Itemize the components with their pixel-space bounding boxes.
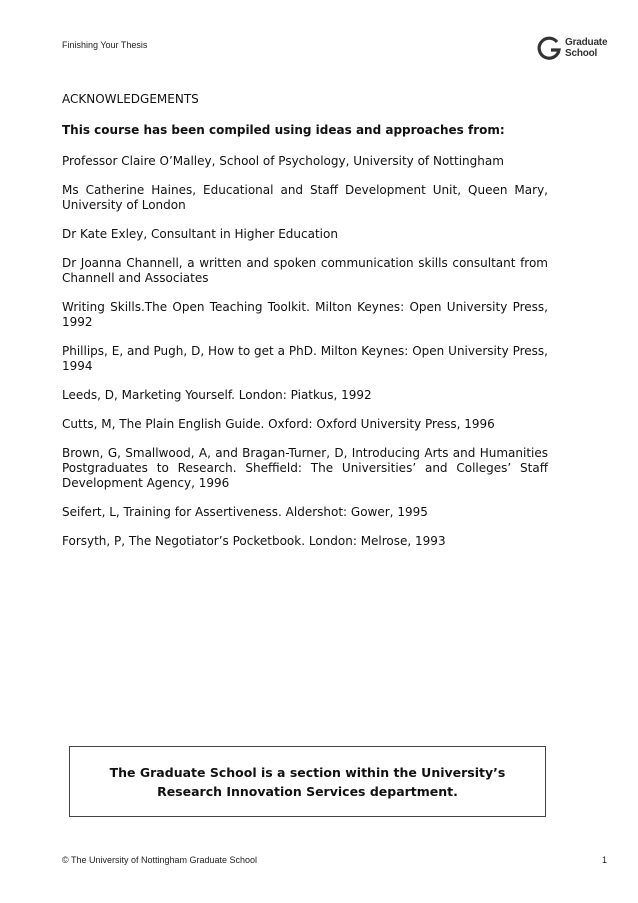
intro-text: This course has been compiled using ideas and approaches from: [62,123,505,137]
reference-entry: Cutts, M, The Plain English Guide. Oxford: Oxford University Press, 1996 [62,417,495,431]
reference-entry: Forsyth, P, The Negotiator’s Pocketbook. London: Melrose, 1993 [62,534,446,548]
reference-entry: Leeds, D, Marketing Yourself. London: Piatkus, 1992 [62,388,372,402]
acknowledgement-entry: Professor Claire O’Malley, School of Psychology, University of Nottingham [62,154,504,168]
acknowledgement-entry: Ms Catherine Haines, Educational and Staff Development Unit, Queen Mary, University of London [62,183,548,212]
graduate-school-g-logo-icon [537,36,563,62]
section-heading: ACKNOWLEDGEMENTS [62,92,199,106]
reference-entry: Phillips, E, and Pugh, D, How to get a PhD. Milton Keynes: Open University Press, 1994 [62,344,548,373]
running-header-title: Finishing Your Thesis [62,40,148,50]
logo-text-line1: Graduate [565,37,608,48]
reference-entry: Seifert, L, Training for Assertiveness. Aldershot: Gower, 1995 [62,505,428,519]
logo-text-line2: School [565,48,598,59]
notice-line-2: Research Innovation Services department. [157,783,458,799]
acknowledgement-entry: Dr Joanna Channell, a written and spoken communication skills consultant from Channell and Associates [62,256,548,285]
document-body [62,92,548,563]
reference-entry: Brown, G, Smallwood, A, and Bragan-Turner, D, Introducing Arts and Humanities Postgraduates to Research. Sheffield: The Universities’ and Colleges’ Staff Development Agency, 1996 [62,446,548,490]
graduate-school-logo [537,34,607,66]
reference-entry: Writing Skills.The Open Teaching Toolkit. Milton Keynes: Open University Press, 1992 [62,300,548,329]
graduate-school-notice-box [69,746,546,817]
footer-copyright: © The University of Nottingham Graduate School [62,855,258,865]
notice-line-1: The Graduate School is a section within the University’s [109,764,506,780]
page-number: 1 [601,855,607,865]
acknowledgement-entry: Dr Kate Exley, Consultant in Higher Education [62,227,338,241]
